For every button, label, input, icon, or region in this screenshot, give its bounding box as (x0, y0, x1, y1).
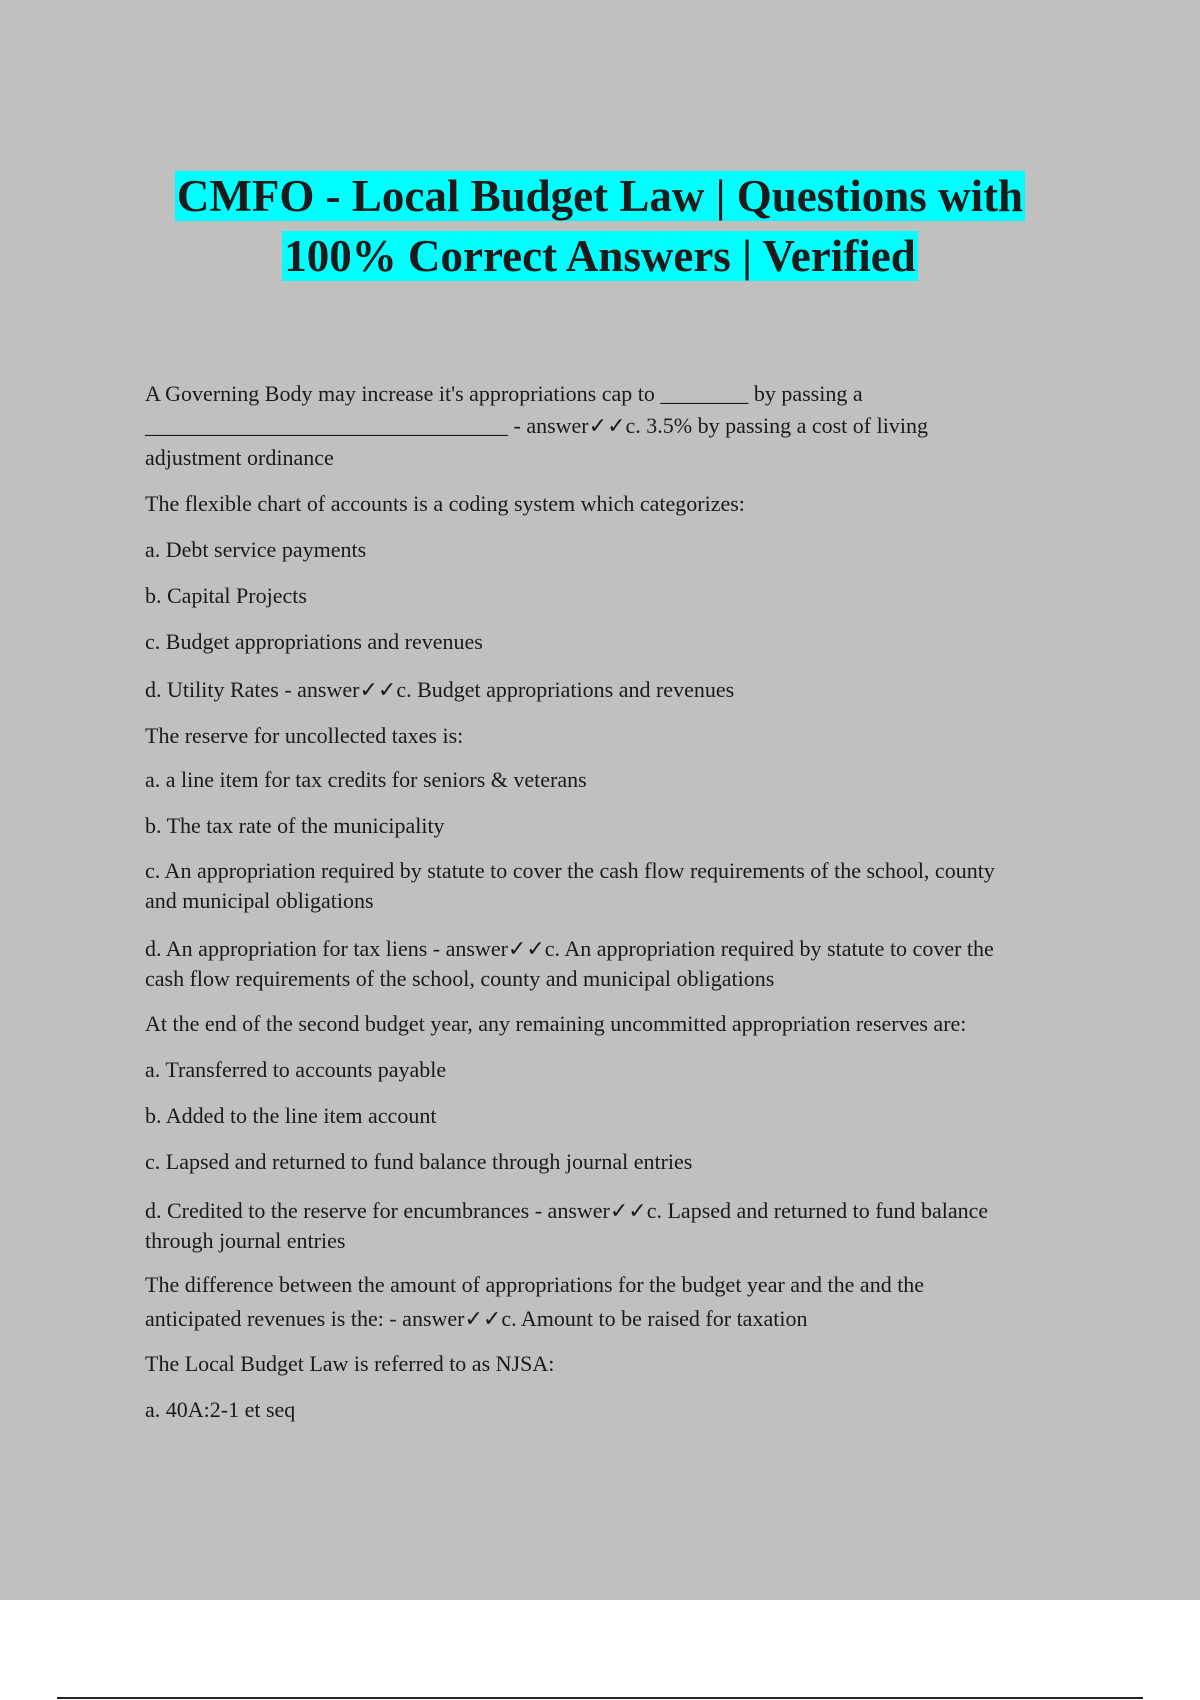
document-body (145, 378, 1085, 1426)
text-line: c. An appropriation required by statute to cover the cash flow requirements of the school, county (145, 858, 995, 883)
text-line: adjustment ordinance (145, 445, 334, 470)
option-paragraph (145, 856, 1085, 916)
title-line-1: CMFO - Local Budget Law | Questions with (176, 171, 1024, 221)
answer-paragraph: d. Utility Rates - answer✓✓c. Budget appropriations and revenues (145, 677, 735, 702)
document-title (100, 166, 1100, 286)
option-paragraph: a. a line item for tax credits for seniors & veterans (145, 767, 587, 792)
question-paragraph (145, 1268, 1085, 1336)
title-line-2: 100% Correct Answers | Verified (284, 231, 916, 281)
text-line: A Governing Body may increase it's appropriations cap to ________ by passing a (145, 381, 863, 406)
question-paragraph: The Local Budget Law is referred to as NJSA: (145, 1351, 555, 1376)
option-paragraph: b. The tax rate of the municipality (145, 813, 445, 838)
option-paragraph: a. Debt service payments (145, 537, 367, 562)
option-paragraph: b. Capital Projects (145, 583, 307, 608)
text-line: d. Credited to the reserve for encumbrances - answer✓✓c. Lapsed and returned to fund balance (145, 1198, 989, 1223)
text-line: d. An appropriation for tax liens - answer✓✓c. An appropriation required by statute to cover the (145, 936, 994, 961)
answer-paragraph (145, 934, 1085, 994)
option-paragraph: c. Budget appropriations and revenues (145, 629, 483, 654)
question-paragraph (145, 378, 1085, 474)
option-paragraph: c. Lapsed and returned to fund balance through journal entries (145, 1149, 693, 1174)
question-paragraph: At the end of the second budget year, any remaining uncommitted appropriation reserves are: (145, 1011, 967, 1036)
text-line: through journal entries (145, 1228, 346, 1253)
question-paragraph: The reserve for uncollected taxes is: (145, 723, 464, 748)
footer-divider (57, 1697, 1143, 1699)
option-paragraph: a. 40A:2-1 et seq (145, 1397, 296, 1422)
option-paragraph: a. Transferred to accounts payable (145, 1057, 447, 1082)
text-line: anticipated revenues is the: - answer✓✓c. Amount to be raised for taxation (145, 1306, 808, 1331)
text-line: cash flow requirements of the school, county and municipal obligations (145, 966, 775, 991)
text-line: The difference between the amount of appropriations for the budget year and the and the (145, 1272, 925, 1297)
answer-paragraph (145, 1196, 1085, 1256)
text-line: and municipal obligations (145, 888, 374, 913)
text-line: _________________________________ - answer✓✓c. 3.5% by passing a cost of living (145, 413, 928, 438)
option-paragraph: b. Added to the line item account (145, 1103, 437, 1128)
question-paragraph: The flexible chart of accounts is a coding system which categorizes: (145, 491, 745, 516)
